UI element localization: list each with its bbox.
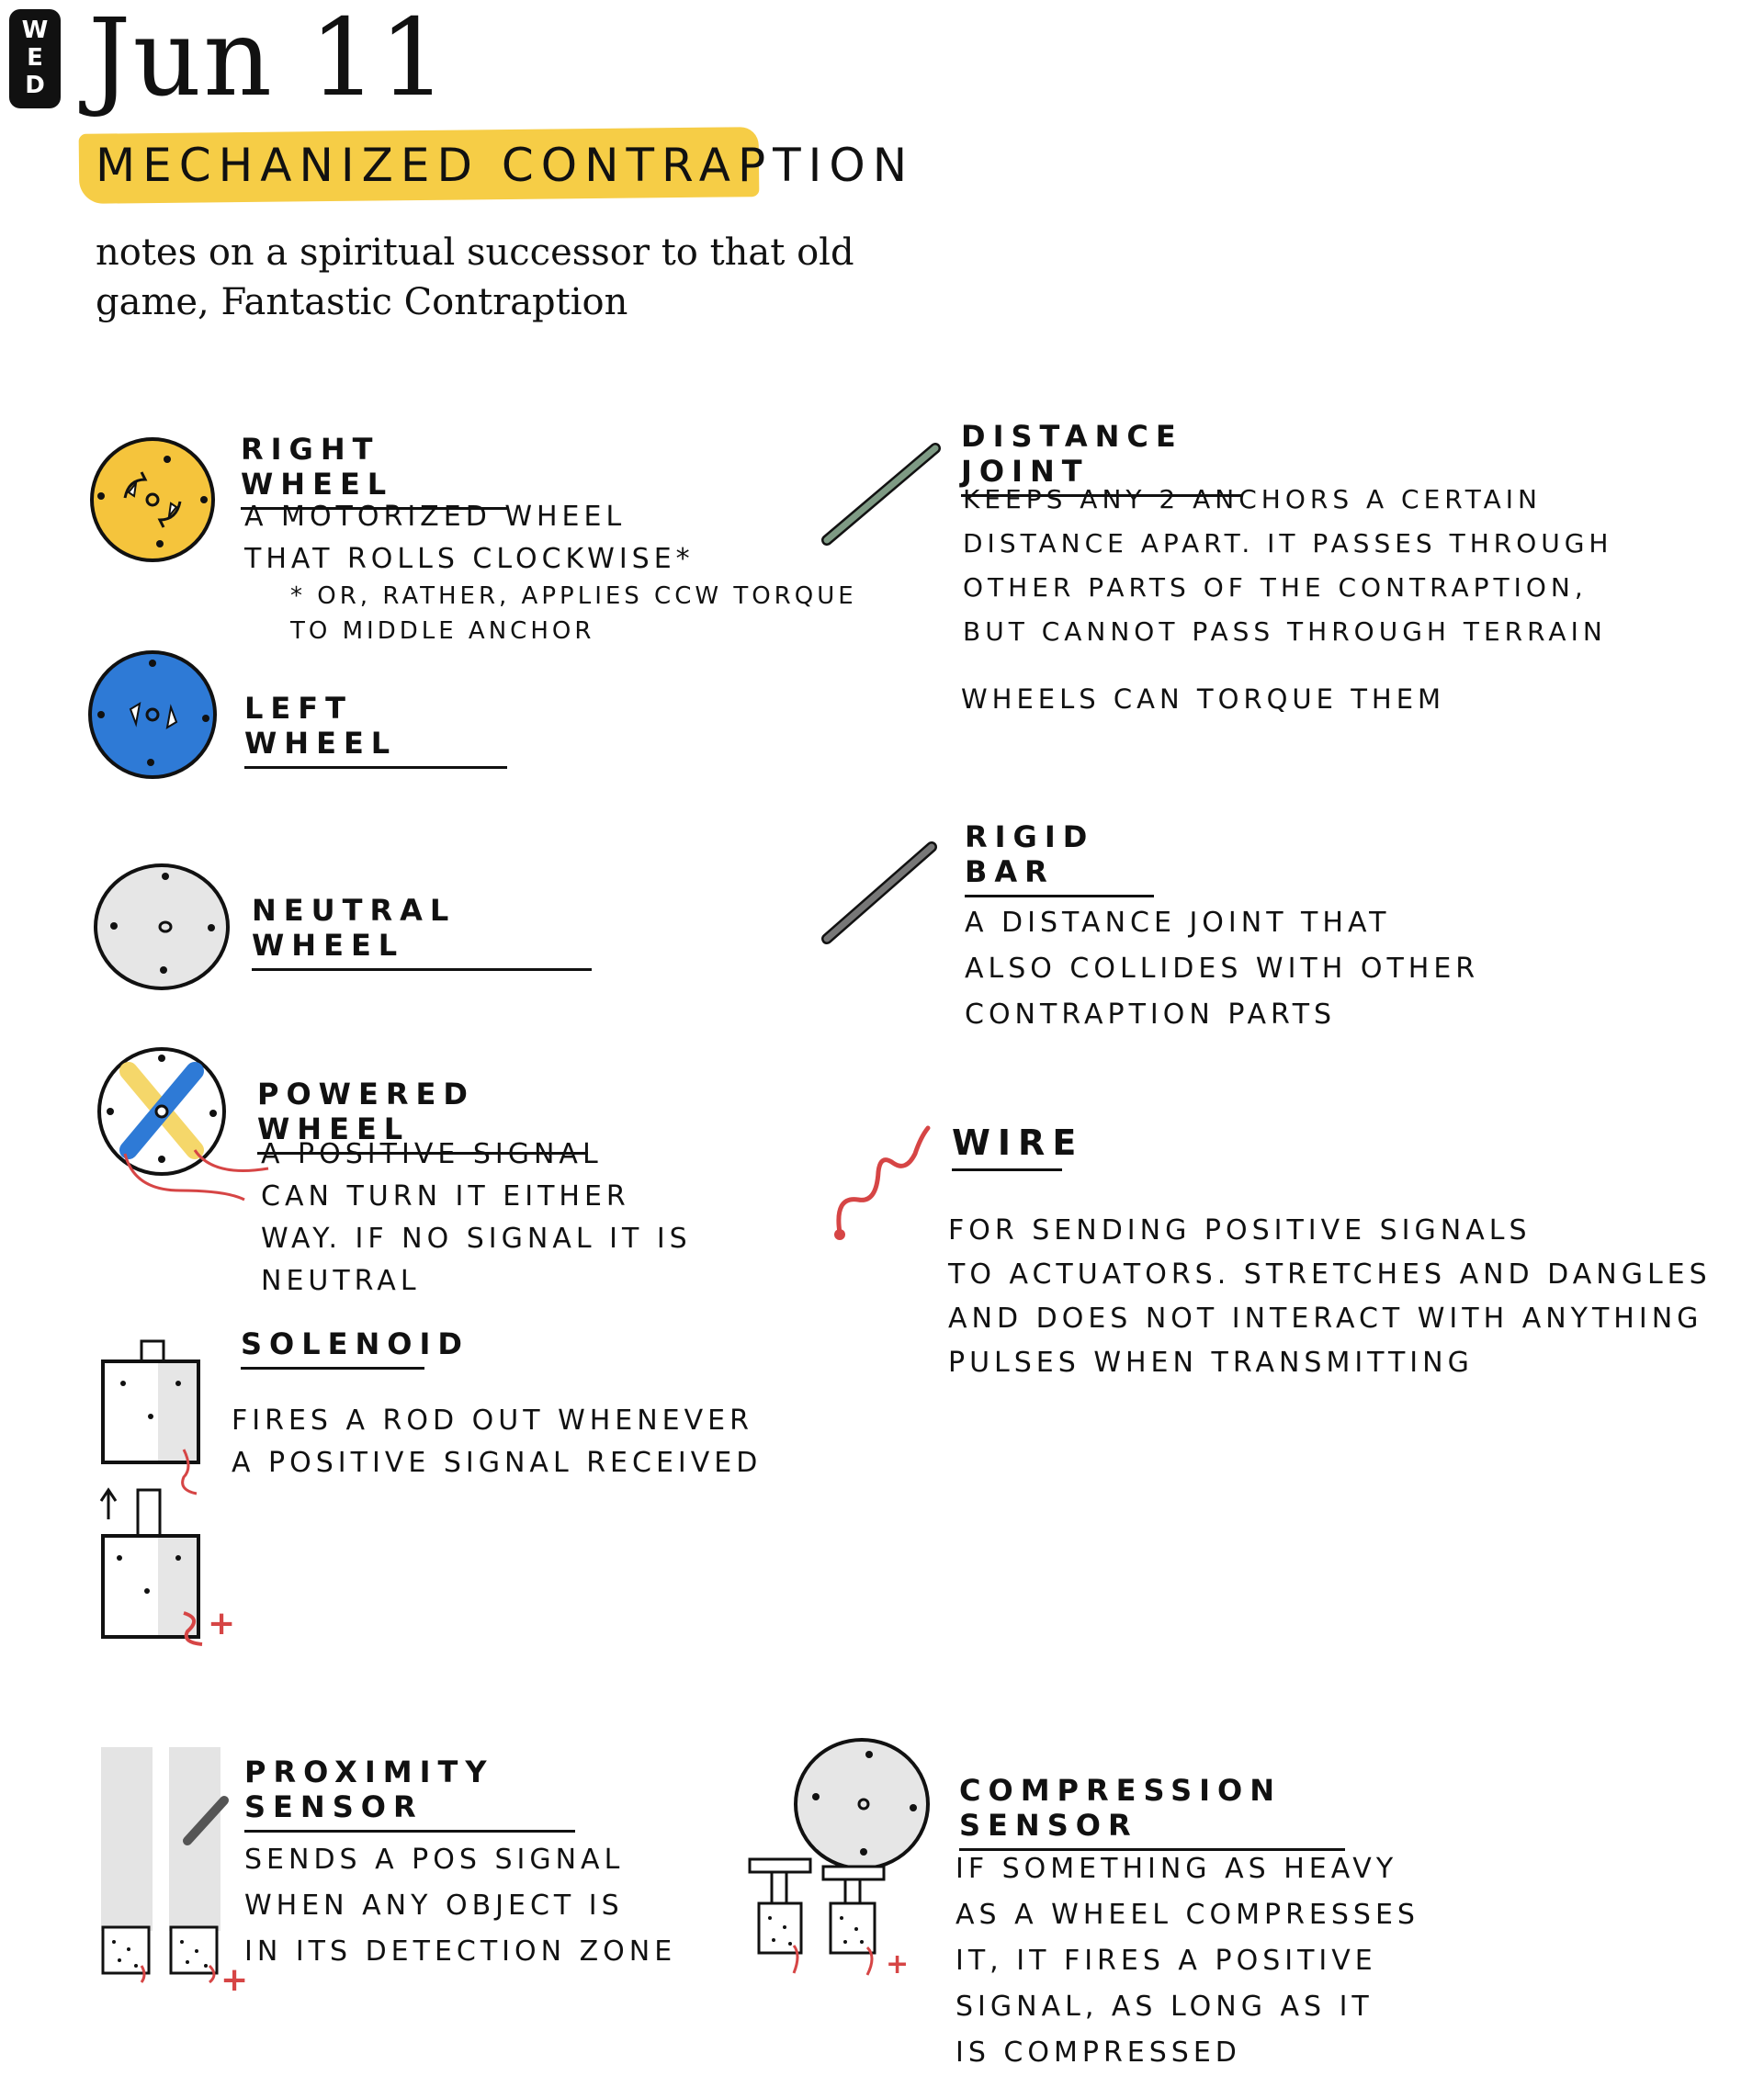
distance-joint-label: DISTANCE JOINT (961, 419, 1242, 497)
signal-plus-icon: + (208, 1605, 236, 1642)
signal-plus-icon: + (886, 1948, 910, 1980)
left-wheel-label: LEFT WHEEL (244, 691, 507, 769)
wire-icon (827, 1121, 946, 1249)
signal-plus-icon: + (220, 1961, 249, 1999)
date-heading: Jun 11 (88, 0, 449, 120)
right-wheel-footnote: * OR, RATHER, APPLIES CCW TORQUE TO MIDDLE ANCHOR (290, 582, 857, 645)
proximity-sensor-icon (96, 1745, 243, 1984)
right-wheel-label: RIGHT WHEEL (241, 432, 507, 510)
page-title: MECHANIZED CONTRAPTION (96, 139, 915, 192)
rigid-bar-icon (816, 838, 944, 948)
neutral-wheel-label: NEUTRAL WHEEL (252, 893, 592, 971)
rigid-bar-desc: A DISTANCE JOINT THAT ALSO COLLIDES WITH OTHER CONTRAPTION PARTS (965, 907, 1480, 1031)
day-letter: W (21, 17, 49, 44)
subtitle: notes on a spiritual successor to that old game, Fantastic Contraption (96, 231, 854, 323)
powered-wheel-label: POWERED WHEEL (257, 1077, 588, 1155)
right-wheel-icon (88, 435, 217, 564)
compression-sensor-desc: IF SOMETHING AS HEAVY AS A WHEEL COMPRESSES IT, IT FIRES A POSITIVE SIGNAL, AS LONG AS IT IS COMPRESSED (956, 1853, 1419, 2069)
compression-sensor-label: COMPRESSION SENSOR (959, 1773, 1345, 1851)
distance-joint-icon (818, 439, 946, 558)
distance-joint-desc: KEEPS ANY 2 ANCHORS A CERTAIN DISTANCE APART. IT PASSES THROUGH OTHER PARTS OF THE CONTRAPTION, BUT CANNOT PASS THROUGH TERRAIN (963, 484, 1613, 647)
powered-wheel-icon (92, 1047, 266, 1213)
neutral-wheel-icon (92, 862, 232, 992)
distance-joint-note: WHEELS CAN TORQUE THEM (961, 683, 1446, 715)
left-wheel-icon (86, 649, 219, 781)
solenoid-desc: FIRES A ROD OUT WHENEVER A POSITIVE SIGNAL RECEIVED (232, 1405, 763, 1479)
day-letter: D (25, 72, 45, 99)
rigid-bar-label: RIGID BAR (965, 819, 1154, 897)
right-wheel-desc: A MOTORIZED WHEEL THAT ROLLS CLOCKWISE* (244, 501, 695, 575)
proximity-sensor-label: PROXIMITY SENSOR (244, 1754, 575, 1833)
solenoid-label: SOLENOID (241, 1326, 424, 1370)
day-badge (9, 9, 61, 108)
wire-desc: FOR SENDING POSITIVE SIGNALS TO ACTUATORS. STRETCHES AND DANGLES AND DOES NOT INTERACT WITH ANYTHING PULSES WHEN TRANSMITTING (948, 1214, 1712, 1379)
proximity-sensor-desc: SENDS A POS SIGNAL WHEN ANY OBJECT IS IN ITS DETECTION ZONE (244, 1844, 677, 1968)
day-letter: E (27, 44, 43, 72)
powered-wheel-desc: A POSITIVE SIGNAL CAN TURN IT EITHER WAY. IF NO SIGNAL IT IS NEUTRAL (261, 1138, 692, 1297)
wire-label: WIRE (952, 1123, 1062, 1171)
